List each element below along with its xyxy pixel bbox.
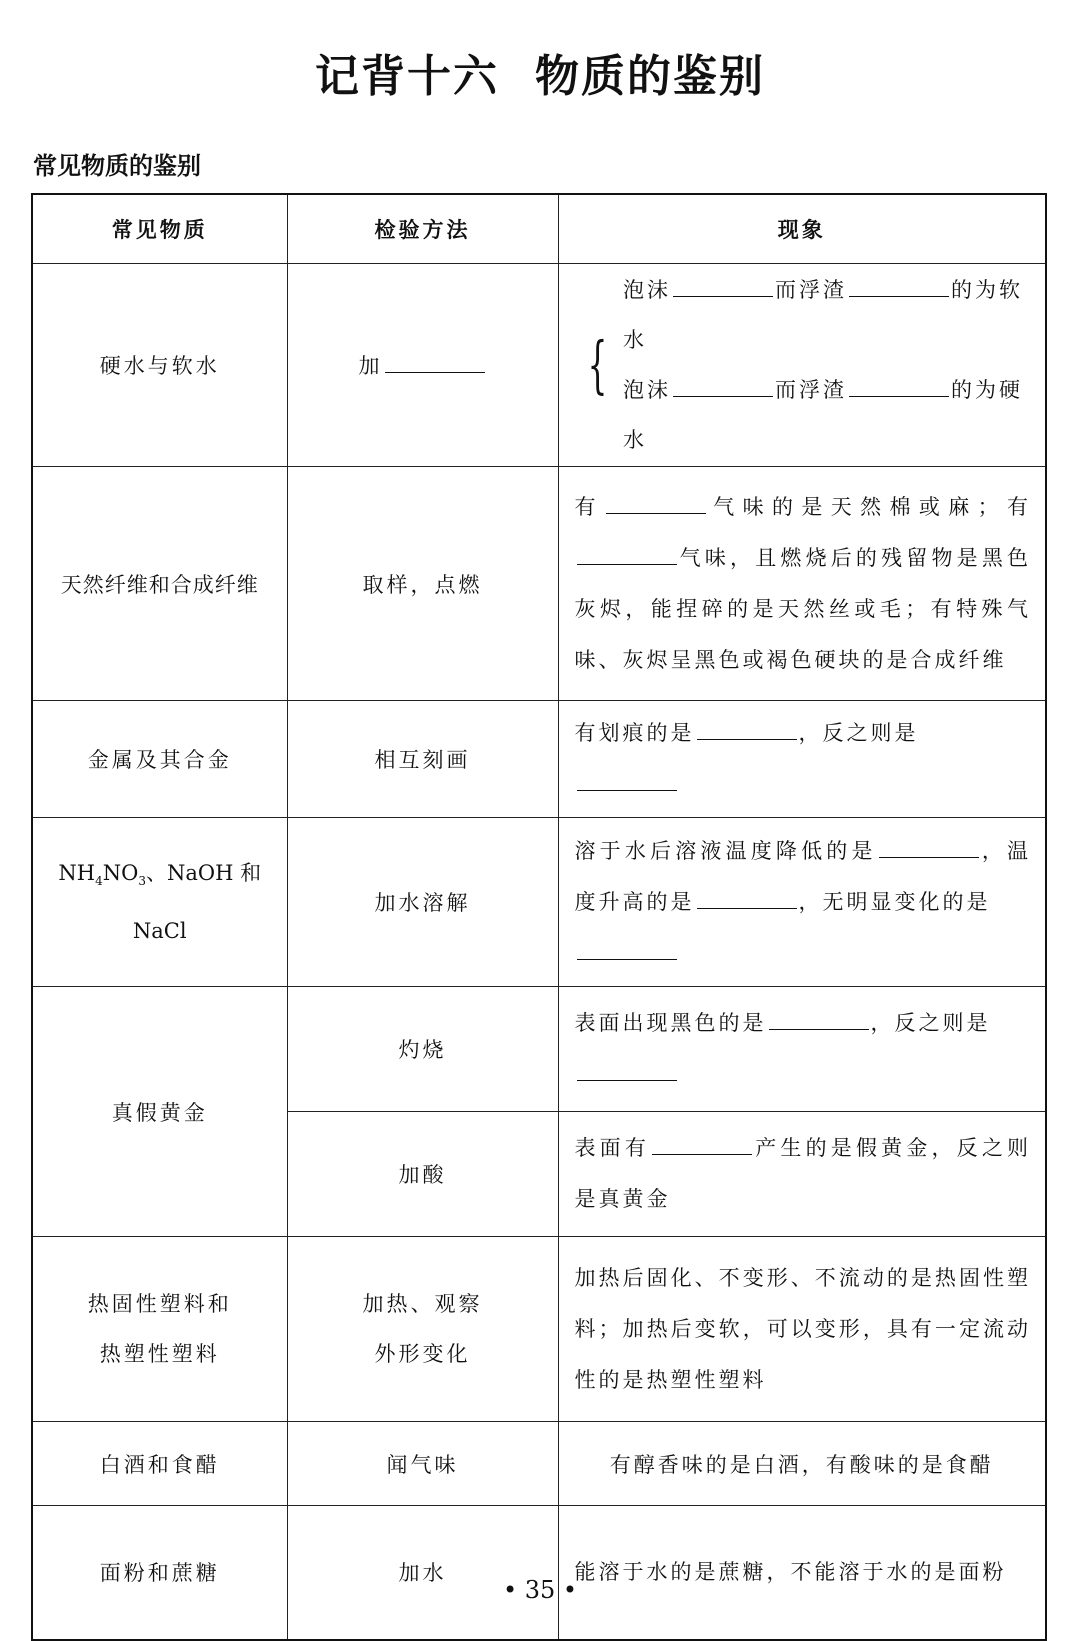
text: 泡沫 (622, 378, 671, 402)
table-row (32, 264, 1046, 467)
text: 有划痕的是 (574, 721, 695, 745)
text: 热固性塑料和 (87, 1292, 232, 1316)
cell-substance: 面粉和蔗糖 (32, 1506, 287, 1640)
fill-blank[interactable] (606, 492, 706, 514)
fill-blank[interactable] (879, 836, 979, 858)
text: NH (58, 860, 96, 885)
cell-substance: 天然纤维和合成纤维 (32, 467, 287, 701)
text: ，反之则是 (798, 721, 919, 745)
text: 外形变化 (374, 1342, 471, 1366)
cell-method: 闻气味 (287, 1422, 558, 1506)
table-row (32, 818, 1046, 987)
cell-method: 灼烧 (287, 987, 558, 1112)
text: ，反之则是 (870, 1011, 991, 1035)
fill-blank[interactable] (652, 1133, 752, 1155)
subscript: 4 (95, 874, 103, 889)
table-row (32, 467, 1046, 701)
table-row (32, 1506, 1046, 1640)
text: 产生的是假黄金，反之则是真黄金 (574, 1136, 1032, 1211)
text: 泡沫 (622, 278, 671, 302)
fill-blank[interactable] (849, 375, 949, 397)
text: 热塑性塑料 (99, 1342, 220, 1366)
fill-blank[interactable] (849, 275, 949, 297)
header-method: 检验方法 (287, 194, 558, 264)
text: 表面有 (574, 1136, 651, 1160)
text: 表面出现黑色的是 (574, 1011, 767, 1035)
cell-phenomenon (558, 818, 1046, 987)
method-text: 加 (358, 354, 383, 378)
cell-method: 取样，点燃 (287, 467, 558, 701)
text: 加热、观察 (362, 1292, 483, 1316)
brace-icon: { (587, 328, 609, 401)
text: 溶于水后溶液温度降低的是 (574, 838, 877, 863)
header-substance: 常见物质 (32, 194, 287, 264)
cell-phenomenon (558, 1112, 1046, 1237)
table-row (32, 987, 1046, 1112)
cell-substance (32, 818, 287, 987)
subscript: 3 (138, 874, 146, 889)
cell-method: 加水溶解 (287, 818, 558, 987)
text: 有 (574, 494, 604, 519)
title-part1: 记背十六 (315, 51, 499, 102)
text: 、NaOH 和 NaCl (132, 860, 262, 944)
text: NO (102, 860, 139, 885)
header-phenomenon: 现象 (558, 194, 1046, 264)
section-heading: 常见物质的鉴别 (33, 152, 201, 180)
cell-phenomenon (558, 467, 1046, 701)
fill-blank[interactable] (577, 543, 677, 565)
table-row (32, 1237, 1046, 1422)
fill-blank[interactable] (385, 351, 485, 373)
fill-blank[interactable] (577, 769, 677, 791)
table-row (32, 1422, 1046, 1506)
text: 的为硬水 (622, 378, 1023, 452)
fill-blank[interactable] (577, 1059, 677, 1081)
cell-phenomenon (558, 987, 1046, 1112)
title-part2: 物质的鉴别 (535, 51, 765, 102)
cell-substance: 真假黄金 (32, 987, 287, 1237)
table-header-row (32, 194, 1046, 264)
fill-blank[interactable] (673, 375, 773, 397)
page-title (0, 40, 1080, 104)
cell-method (287, 264, 558, 467)
identification-table (31, 193, 1047, 1641)
text: 气味，且燃烧后的残留物是黑色灰烬，能捏碎的是天然丝或毛；有特殊气味、灰烬呈黑色或褐色硬块的是合成纤维 (574, 545, 1031, 672)
text: 而浮渣 (774, 378, 847, 402)
fill-blank[interactable] (769, 1008, 869, 1030)
cell-method (287, 1237, 558, 1422)
text: 的为软水 (622, 278, 1023, 352)
fill-blank[interactable] (673, 275, 773, 297)
cell-phenomenon: 有醇香味的是白酒，有酸味的是食醋 (558, 1422, 1046, 1506)
cell-substance (32, 1237, 287, 1422)
text: ，无明显变化的是 (798, 889, 991, 914)
cell-method: 加酸 (287, 1112, 558, 1237)
cell-phenomenon (558, 701, 1046, 818)
cell-substance: 金属及其合金 (32, 701, 287, 818)
fill-blank[interactable] (697, 718, 797, 740)
text: ，温度升高的是 (574, 838, 1032, 914)
cell-method: 相互刻画 (287, 701, 558, 818)
cell-method: 加水 (287, 1506, 558, 1640)
page-number: • 35 • (502, 1576, 578, 1604)
cell-substance: 白酒和食醋 (32, 1422, 287, 1506)
fill-blank[interactable] (577, 938, 677, 960)
text: 而浮渣 (774, 278, 847, 302)
table-row (32, 701, 1046, 818)
cell-phenomenon: 能溶于水的是蔗糖，不能溶于水的是面粉 (558, 1506, 1046, 1640)
cell-phenomenon (558, 264, 1046, 467)
fill-blank[interactable] (697, 887, 797, 909)
text: 气味的是天然棉或麻；有 (707, 494, 1031, 519)
cell-phenomenon: 加热后固化、不变形、不流动的是热固性塑料；加热后变软，可以变形，具有一定流动性的是热塑性塑料 (558, 1237, 1046, 1422)
cell-substance: 硬水与软水 (32, 264, 287, 467)
